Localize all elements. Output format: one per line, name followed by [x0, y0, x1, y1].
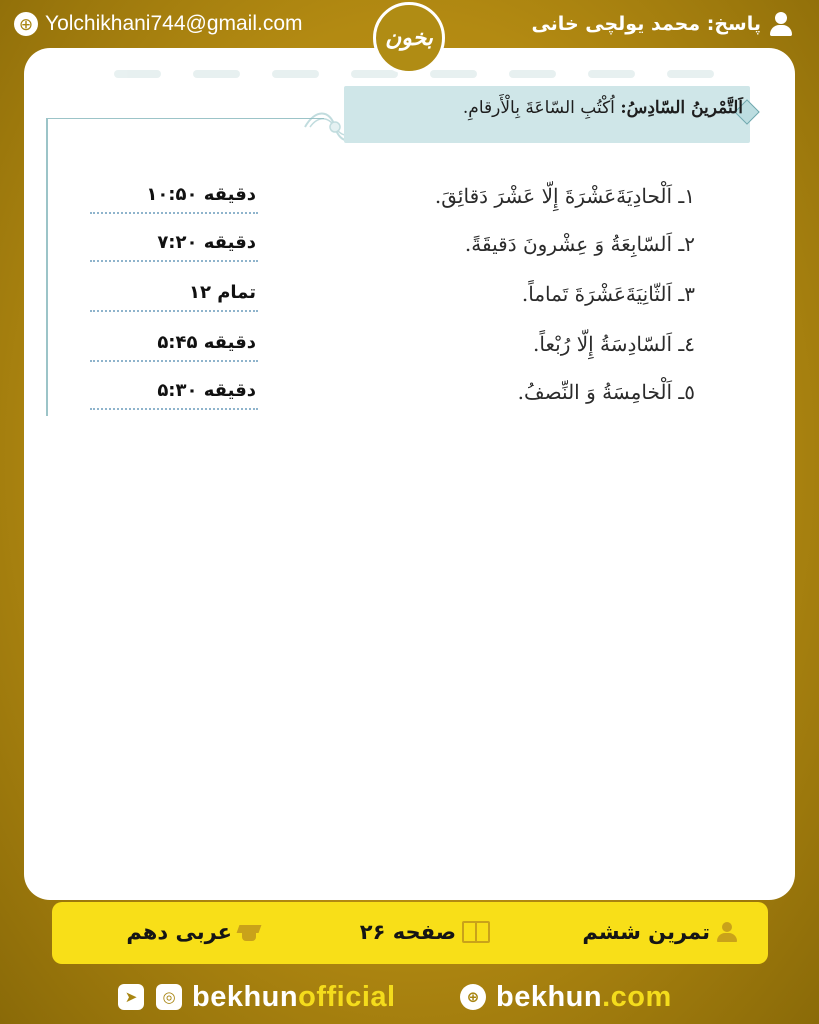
email-contact[interactable] [14, 9, 303, 39]
question-text: ٤ـ اَلسّادِسَةُ إِلّا رُبْعاً. [533, 332, 695, 356]
footer-page-label: صفحه ۲۶ [359, 920, 456, 944]
footer-book [126, 916, 260, 948]
answer-text: تمام ۱۲ [188, 282, 256, 303]
footer-page [360, 916, 490, 948]
website-prefix: bekhun [496, 980, 603, 1013]
answer-field [90, 282, 258, 312]
social-handle-suffix: official [298, 980, 396, 1013]
footer-book-label: عربی دهم [126, 920, 232, 944]
footer-exercise-label: تمرین ششم [582, 920, 710, 944]
user-icon [769, 11, 793, 37]
globe-icon: ⊕ [14, 12, 38, 36]
exercise-title-bold: اَلتَّمْرينُ السّادِسُ: [620, 98, 743, 118]
student-icon [716, 921, 738, 943]
answerer-name: پاسخ: محمد یولچی خانی [531, 13, 761, 35]
website-link[interactable] [496, 980, 672, 1014]
website-suffix: .com [602, 980, 672, 1013]
answer-text: دقیقه ۵:۳۰ [157, 380, 256, 401]
question-text: ٥ـ اَلْخامِسَةُ وَ النِّصفُ. [517, 380, 695, 404]
social-handle[interactable] [192, 980, 396, 1014]
book-icon [462, 921, 490, 943]
answer-field [90, 380, 258, 410]
telegram-icon[interactable]: ➤ [118, 984, 144, 1010]
question-text: ٢ـ اَلسّابِعَةُ وَ عِشْرونَ دَقيقَةً. [464, 232, 695, 256]
answer-text: دقیقه ۷:۲۰ [157, 232, 256, 253]
exercise-item [24, 228, 795, 268]
social-handle-prefix: bekhun [192, 980, 299, 1013]
instagram-icon[interactable]: ◎ [156, 984, 182, 1010]
answerer-credit [531, 9, 793, 39]
question-text: ١ـ اَلْحادِيَةَعَشْرَةَ إِلّا عَشْرَ دَقائِقَ. [434, 184, 695, 208]
brand-logo [373, 2, 445, 74]
graduation-cap-icon [238, 921, 260, 943]
content-card [24, 48, 795, 900]
exercise-title-rest: اُكْتُبِ السّاعَةَ بِالْأَرقامِ. [462, 98, 621, 118]
footer-exercise [582, 916, 738, 948]
brand-logo-text: بخون [385, 25, 433, 51]
exercise-item [24, 376, 795, 416]
answer-field [90, 184, 258, 214]
answer-text: دقیقه ۵:۴۵ [157, 332, 256, 353]
website-globe-icon[interactable]: ⊕ [460, 984, 486, 1010]
exercise-item [24, 328, 795, 368]
answer-field [90, 232, 258, 262]
footer-info-bar [52, 902, 768, 964]
exercise-item [24, 278, 795, 318]
question-text: ٣ـ اَلثّانِيَةَعَشْرَةَ تَماماً. [521, 282, 695, 306]
frame-line-top [46, 118, 324, 119]
email-text: Yolchikhani744@gmail.com [45, 12, 303, 35]
answer-text: دقیقه ۱۰:۵۰ [146, 184, 256, 205]
exercise-title [463, 98, 743, 118]
exercise-item [24, 180, 795, 220]
answer-field [90, 332, 258, 362]
bottom-bar [0, 972, 819, 1024]
